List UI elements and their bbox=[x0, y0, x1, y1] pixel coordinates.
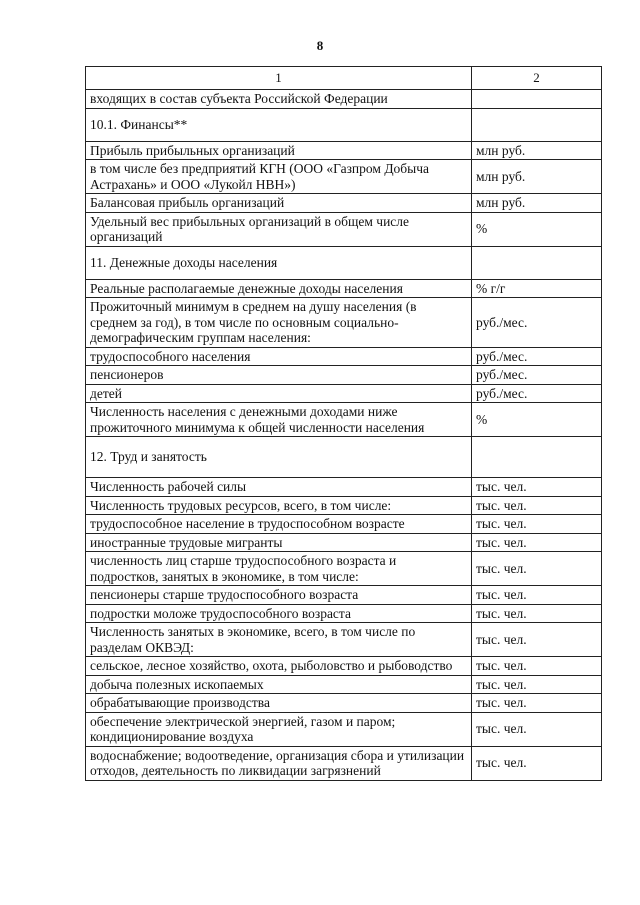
indicator-label: Численность трудовых ресурсов, всего, в том числе: bbox=[86, 496, 472, 515]
table-row bbox=[86, 515, 602, 534]
unit-cell bbox=[472, 437, 602, 478]
indicator-label: трудоспособного населения bbox=[86, 347, 472, 366]
unit-cell: тыс. чел. bbox=[472, 604, 602, 623]
table-row bbox=[86, 694, 602, 713]
header-col-1: 1 bbox=[86, 67, 472, 90]
indicator-label: Численность населения с денежными доходами ниже прожиточного минимума к общей численности населения bbox=[86, 403, 472, 437]
table-row bbox=[86, 347, 602, 366]
unit-cell: тыс. чел. bbox=[472, 496, 602, 515]
table-header-row bbox=[86, 67, 602, 90]
section-title: 10.1. Финансы** bbox=[86, 108, 472, 141]
table-row bbox=[86, 366, 602, 385]
unit-cell: тыс. чел. bbox=[472, 586, 602, 605]
table-row bbox=[86, 384, 602, 403]
unit-cell: тыс. чел. bbox=[472, 533, 602, 552]
table-row bbox=[86, 552, 602, 586]
unit-cell: тыс. чел. bbox=[472, 623, 602, 657]
indicator-label: обрабатывающие производства bbox=[86, 694, 472, 713]
table-row bbox=[86, 604, 602, 623]
table-row bbox=[86, 298, 602, 348]
indicator-label: в том числе без предприятий КГН (ООО «Газпром Добыча Астрахань» и ООО «Лукойл НВН») bbox=[86, 160, 472, 194]
table-row bbox=[86, 478, 602, 497]
unit-cell bbox=[472, 246, 602, 279]
unit-cell: тыс. чел. bbox=[472, 694, 602, 713]
unit-cell: тыс. чел. bbox=[472, 657, 602, 676]
indicator-label: детей bbox=[86, 384, 472, 403]
unit-cell bbox=[472, 90, 602, 109]
unit-cell: руб./мес. bbox=[472, 298, 602, 348]
unit-cell: тыс. чел. bbox=[472, 746, 602, 780]
indicator-label: входящих в состав субъекта Российской Федерации bbox=[86, 90, 472, 109]
table-row bbox=[86, 90, 602, 109]
table-row bbox=[86, 675, 602, 694]
unit-cell: тыс. чел. bbox=[472, 552, 602, 586]
indicator-label: численность лиц старше трудоспособного возраста и подростков, занятых в экономике, в том числе: bbox=[86, 552, 472, 586]
indicator-label: пенсионеры старше трудоспособного возраста bbox=[86, 586, 472, 605]
unit-cell: руб./мес. bbox=[472, 347, 602, 366]
indicator-label: Численность занятых в экономике, всего, в том числе по разделам ОКВЭД: bbox=[86, 623, 472, 657]
unit-cell: % bbox=[472, 212, 602, 246]
unit-cell: тыс. чел. bbox=[472, 515, 602, 534]
indicator-label: обеспечение электрической энергией, газом и паром; кондиционирование воздуха bbox=[86, 712, 472, 746]
indicator-label: Прибыль прибыльных организаций bbox=[86, 141, 472, 160]
indicator-label: пенсионеров bbox=[86, 366, 472, 385]
table-row bbox=[86, 533, 602, 552]
indicator-label: подростки моложе трудоспособного возраста bbox=[86, 604, 472, 623]
indicator-label: Реальные располагаемые денежные доходы населения bbox=[86, 279, 472, 298]
table-row bbox=[86, 212, 602, 246]
unit-cell: руб./мес. bbox=[472, 366, 602, 385]
table-row bbox=[86, 623, 602, 657]
indicator-label: Балансовая прибыль организаций bbox=[86, 194, 472, 213]
indicator-label: сельское, лесное хозяйство, охота, рыболовство и рыбоводство bbox=[86, 657, 472, 676]
unit-cell: % bbox=[472, 403, 602, 437]
indicator-label: иностранные трудовые мигранты bbox=[86, 533, 472, 552]
section-row bbox=[86, 437, 602, 478]
table-row bbox=[86, 712, 602, 746]
header-col-2: 2 bbox=[472, 67, 602, 90]
table-row bbox=[86, 160, 602, 194]
indicator-label: Численность рабочей силы bbox=[86, 478, 472, 497]
unit-cell: тыс. чел. bbox=[472, 675, 602, 694]
indicator-label: водоснабжение; водоотведение, организация сбора и утилизации отходов, деятельность по ликвидации загрязнений bbox=[86, 746, 472, 780]
unit-cell: млн руб. bbox=[472, 160, 602, 194]
indicator-label: Прожиточный минимум в среднем на душу населения (в среднем за год), в том числе по основным социально-демографическим группам населения: bbox=[86, 298, 472, 348]
table-row bbox=[86, 279, 602, 298]
section-title: 11. Денежные доходы населения bbox=[86, 246, 472, 279]
unit-cell: тыс. чел. bbox=[472, 712, 602, 746]
table-row bbox=[86, 141, 602, 160]
unit-cell: млн руб. bbox=[472, 141, 602, 160]
unit-cell bbox=[472, 108, 602, 141]
table-row bbox=[86, 746, 602, 780]
indicator-label: Удельный вес прибыльных организаций в общем числе организаций bbox=[86, 212, 472, 246]
indicator-label: добыча полезных ископаемых bbox=[86, 675, 472, 694]
section-title: 12. Труд и занятость bbox=[86, 437, 472, 478]
section-row bbox=[86, 108, 602, 141]
unit-cell: млн руб. bbox=[472, 194, 602, 213]
table-row bbox=[86, 194, 602, 213]
unit-cell: % г/г bbox=[472, 279, 602, 298]
table-body bbox=[86, 67, 602, 781]
page-number: 8 bbox=[316, 38, 324, 53]
table-row bbox=[86, 496, 602, 515]
table-row bbox=[86, 586, 602, 605]
unit-cell: руб./мес. bbox=[472, 384, 602, 403]
indicator-label: трудоспособное население в трудоспособном возрасте bbox=[86, 515, 472, 534]
table-row bbox=[86, 403, 602, 437]
section-row bbox=[86, 246, 602, 279]
table-row bbox=[86, 657, 602, 676]
unit-cell: тыс. чел. bbox=[472, 478, 602, 497]
indicators-table bbox=[85, 66, 602, 781]
